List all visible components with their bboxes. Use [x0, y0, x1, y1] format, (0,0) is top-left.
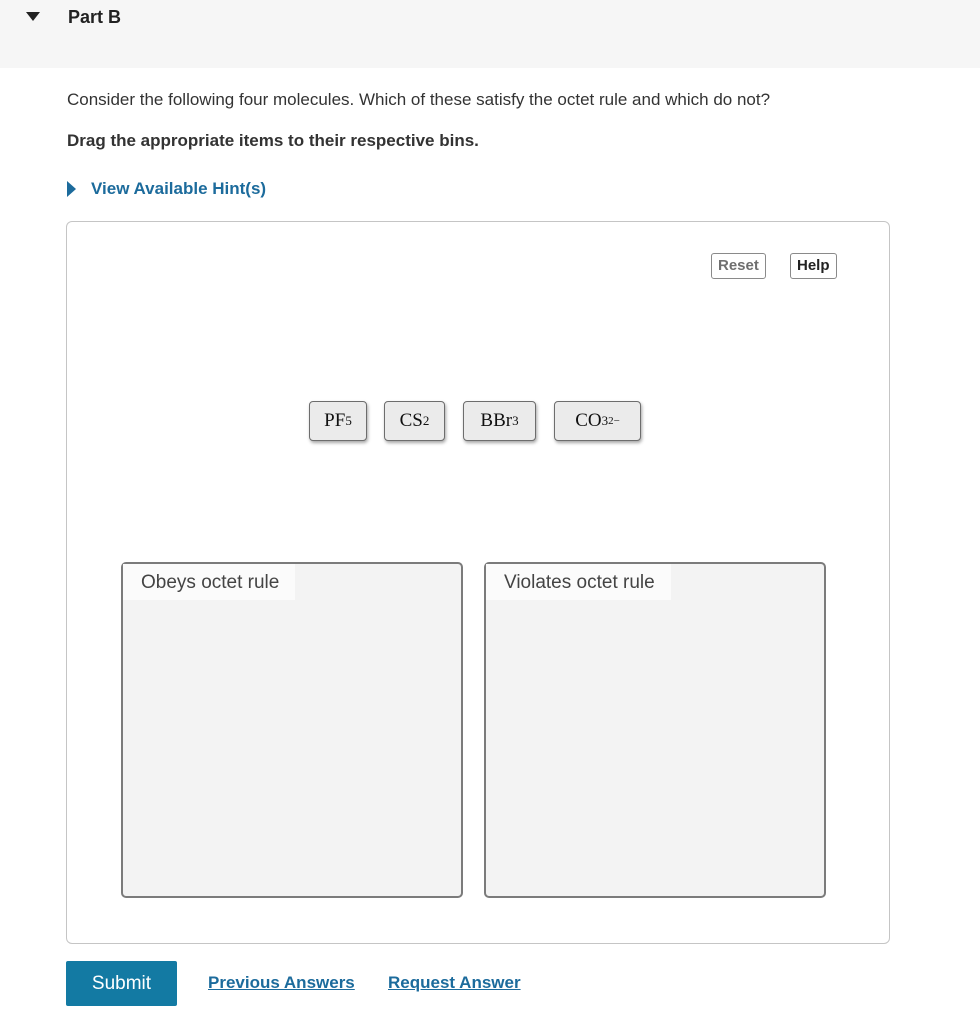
item-formula: BBr — [480, 410, 513, 431]
help-button[interactable]: Help — [790, 253, 837, 279]
request-answer-link[interactable]: Request Answer — [388, 973, 521, 992]
drag-item-cs2[interactable]: CS 2 — [384, 401, 445, 441]
part-title: Part B — [68, 7, 122, 27]
collapse-arrow-icon[interactable] — [26, 12, 40, 21]
question-text: Consider the following four molecules. Which of these satisfy the octet rule and which do not? — [67, 90, 771, 109]
bin-label: Violates octet rule — [486, 564, 671, 600]
expand-arrow-icon — [67, 181, 76, 197]
item-formula: CO — [575, 410, 602, 431]
view-hints-label: View Available Hint(s) — [91, 179, 267, 198]
instruction-text: Drag the appropriate items to their respective bins. — [67, 131, 479, 150]
previous-answers-link[interactable]: Previous Answers — [208, 973, 355, 992]
reset-button[interactable]: Reset — [711, 253, 766, 279]
drag-item-bbr3[interactable]: BBr 3 — [463, 401, 536, 441]
view-hints-toggle[interactable] — [67, 177, 266, 201]
drag-item-pf5[interactable]: PF 5 — [309, 401, 367, 441]
drag-drop-workspace — [66, 221, 890, 944]
item-formula: CS — [399, 410, 423, 431]
part-header — [0, 0, 980, 68]
item-formula: PF — [324, 410, 346, 431]
drag-item-co3-2minus[interactable]: CO 3 2− — [554, 401, 641, 441]
bin-obeys-octet[interactable] — [121, 562, 463, 898]
submit-button[interactable]: Submit — [66, 961, 177, 1006]
bin-violates-octet[interactable] — [484, 562, 826, 898]
bin-label: Obeys octet rule — [123, 564, 295, 600]
